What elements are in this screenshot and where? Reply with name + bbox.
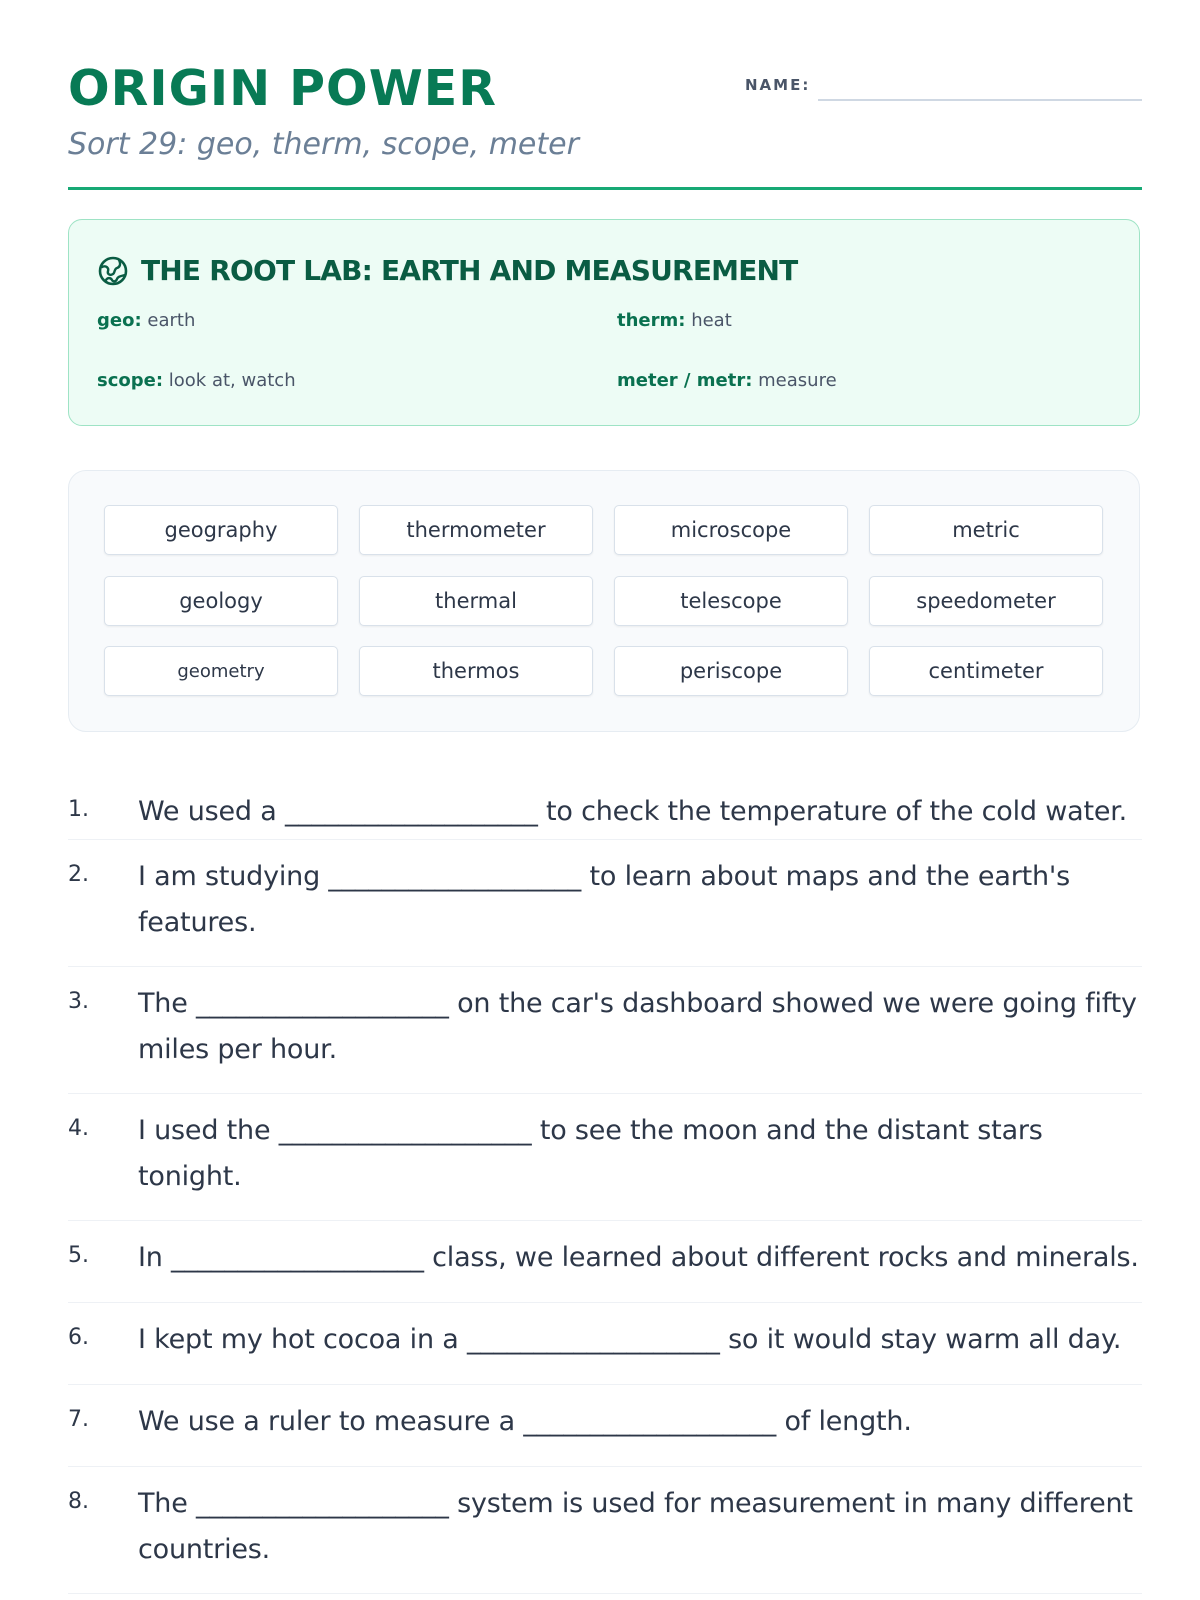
root-term: geo: xyxy=(97,310,142,331)
question-item xyxy=(68,1467,1142,1594)
question-text: The ___________________ system is used for measurement in many different countries. xyxy=(138,1488,1133,1565)
question-number: 3. xyxy=(68,989,89,1014)
question-item xyxy=(68,1303,1142,1385)
question-number: 5. xyxy=(68,1243,89,1268)
word-card[interactable]: geography xyxy=(104,505,338,555)
word-card[interactable]: telescope xyxy=(614,576,848,626)
name-field-line[interactable] xyxy=(818,99,1142,101)
word-card[interactable]: thermometer xyxy=(359,505,593,555)
root-term: scope: xyxy=(97,370,164,391)
worksheet-title: ORIGIN POWER xyxy=(68,60,497,117)
question-item xyxy=(68,1094,1142,1221)
root-entry-geo xyxy=(97,310,195,331)
question-item xyxy=(68,1385,1142,1467)
question-text: We used a ___________________ to check the temperature of the cold water. xyxy=(138,796,1128,827)
root-lab-title: THE ROOT LAB: EARTH AND MEASUREMENT xyxy=(141,254,798,287)
root-meaning: heat xyxy=(691,310,732,331)
word-card[interactable]: microscope xyxy=(614,505,848,555)
header-divider xyxy=(68,187,1142,190)
question-text: I used the ___________________ to see the moon and the distant stars tonight. xyxy=(138,1115,1043,1192)
root-term: meter / metr: xyxy=(617,370,753,391)
question-item xyxy=(68,775,1142,840)
question-number: 4. xyxy=(68,1116,89,1141)
word-card[interactable]: speedometer xyxy=(869,576,1103,626)
root-meaning: measure xyxy=(758,370,837,391)
root-term: therm: xyxy=(617,310,686,331)
word-card[interactable]: periscope xyxy=(614,646,848,696)
word-card[interactable]: geometry xyxy=(104,646,338,696)
word-card[interactable]: thermal xyxy=(359,576,593,626)
question-number: 1. xyxy=(68,797,89,822)
root-entry-scope xyxy=(97,370,296,391)
question-item xyxy=(68,840,1142,967)
word-card[interactable]: thermos xyxy=(359,646,593,696)
question-item xyxy=(68,967,1142,1094)
question-text: In ___________________ class, we learned about different rocks and minerals. xyxy=(138,1242,1139,1273)
question-list xyxy=(68,775,1142,1594)
globe-icon xyxy=(97,255,129,287)
question-number: 6. xyxy=(68,1325,89,1350)
word-bank xyxy=(68,470,1140,732)
root-entry-therm xyxy=(617,310,732,331)
word-card[interactable]: metric xyxy=(869,505,1103,555)
worksheet-subtitle: Sort 29: geo, therm, scope, meter xyxy=(68,127,579,162)
name-label: NAME: xyxy=(745,76,811,94)
root-entry-meter xyxy=(617,370,837,391)
word-card[interactable]: geology xyxy=(104,576,338,626)
question-text: I kept my hot cocoa in a ___________________ so it would stay warm all day. xyxy=(138,1324,1122,1355)
question-item xyxy=(68,1221,1142,1303)
root-meaning: look at, watch xyxy=(168,370,296,391)
word-card[interactable]: centimeter xyxy=(869,646,1103,696)
question-text: We use a ruler to measure a ___________________ of length. xyxy=(138,1406,912,1437)
question-text: I am studying ___________________ to learn about maps and the earth's features. xyxy=(138,861,1070,938)
question-text: The ___________________ on the car's dashboard showed we were going fifty miles per hour. xyxy=(138,988,1137,1065)
root-lab-header xyxy=(97,254,797,287)
question-number: 2. xyxy=(68,862,89,887)
question-number: 7. xyxy=(68,1407,89,1432)
root-lab-box xyxy=(68,219,1140,426)
root-meaning: earth xyxy=(147,310,196,331)
question-number: 8. xyxy=(68,1489,89,1514)
